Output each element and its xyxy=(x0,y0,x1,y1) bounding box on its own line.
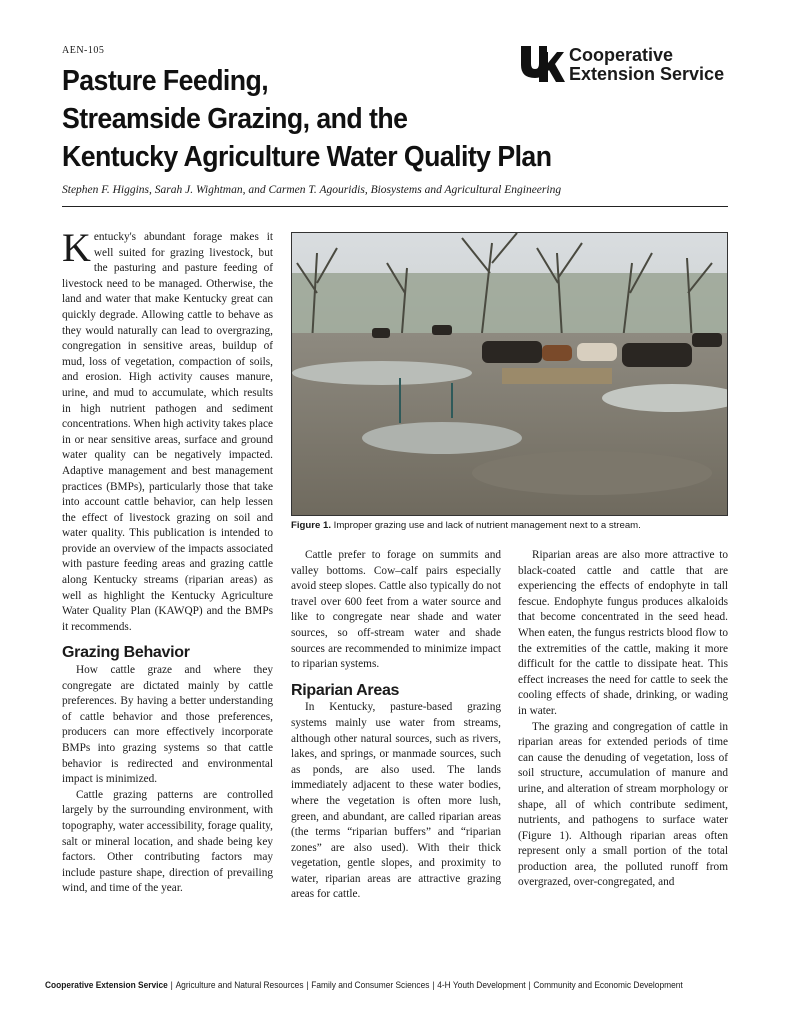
grazing-paragraph-3: Cattle prefer to forage on summits and valley bottoms. Cow–calf pairs especially avoid steep slopes. Cattle also typically do not travel over 600 feet from a water source and like to congregate near shade and water sources, so off-stream water and shade sources are recommended to minimize impact to riparian systems. xyxy=(291,549,501,671)
figure-caption xyxy=(291,520,728,531)
section-heading-riparian: Riparian Areas xyxy=(291,681,400,699)
riparian-paragraph-2: Riparian areas are also more attractive to black-coated cattle and cattle that are experiencing the effects of endophyte in tall fescue. Endophyte fungus produces alkaloids that become concentrated in the seed head. When eaten, the fungus restricts blood flow to the extremities of the cattle, making it more difficult for the cattle to dissipate heat. This effect increases the need for cattle to seek the cooling effects of shade, drinking, or wading in water. xyxy=(518,549,728,717)
figure-caption-text: Improper grazing use and lack of nutrient management next to a stream. xyxy=(330,520,641,531)
title-line: Streamside Grazing, and the xyxy=(62,103,408,135)
logo-line-2: Extension Service xyxy=(569,64,725,84)
grazing-paragraph-1: How cattle graze and where they congregate are dictated mainly by cattle preferences. By having a better understanding of cattle behavior and those preferences, producers can more effectively incorporate BMPs into grazing systems so that cattle behavior is redirected and environmental impact is minimized. xyxy=(62,664,273,786)
footer-item: Family and Consumer Sciences xyxy=(311,980,430,990)
column-2 xyxy=(291,548,501,903)
drop-cap: K xyxy=(62,225,91,270)
publication-code: AEN-105 xyxy=(62,45,105,56)
footer-item: Agriculture and Natural Resources xyxy=(175,980,304,990)
column-1 xyxy=(62,225,273,897)
figure-1-photo xyxy=(291,232,728,516)
riparian-paragraph-1: In Kentucky, pasture-based grazing systems mainly use water from streams, although other natural sources, such as rivers, lakes, and springs, or manmade sources, such as ponds, are also used. The lands immediately adjacent to these water bodies, where the vegetation is often more lush, green, and abundant, are called riparian areas (the terms “riparian buffers” and “riparian zones” are also used). With their thick vegetation, gentle slopes, and proximity to water, riparian areas are attractive grazing areas for cattle. xyxy=(291,701,501,901)
intro-paragraph xyxy=(62,225,273,635)
figure-label: Figure 1. xyxy=(291,520,331,531)
intro-text: entucky's abundant forage makes it well suited for grazing livestock, but the pasturing and pasture feeding of livestock need to be managed. Otherwise, the land and water that make Kentucky great can quickly degrade. Allowing cattle to behave as they would naturally can lead to overgrazing, congregation in sensitive areas, buildup of mud, loss of vegetation, compaction of soils, and erosion. High activity causes manure, urine, and mud to accumulate, which results in high nutrient pathogen and sediment concentrations. When high activity takes place in or near sensitive areas, surface and ground water quality can be negatively impacted. Adaptive management and best management practices (BMPs), particularly those that take into account cattle behavior, can help lessen the effect of livestock grazing on soil and water quality. This publication is intended to provide an overview of the impacts associated with pasture feeding areas and grazing cattle along Kentucky streams (riparian areas) as well as highlight the Kentucky Agriculture Water Quality Plan (KAWQP) and the BMPs it recommends. xyxy=(62,231,273,633)
page-title xyxy=(62,62,651,176)
grazing-paragraph-2: Cattle grazing patterns are controlled largely by the surrounding environment, with topography, water accessibility, forage quality, salt or mineral location, and shade being key factors. Other contributing factors may include pasture shape, direction of prevailing wind, and time of the year. xyxy=(62,788,273,895)
section-heading-grazing: Grazing Behavior xyxy=(62,644,190,662)
header-rule xyxy=(62,206,728,207)
title-line: Pasture Feeding, xyxy=(62,65,269,97)
footer-item: Community and Economic Development xyxy=(533,980,683,990)
column-3 xyxy=(518,548,728,891)
footer-item: 4-H Youth Development xyxy=(437,980,526,990)
authors-line: Stephen F. Higgins, Sarah J. Wightman, and Carmen T. Agouridis, Biosystems and Agricultural Engineering xyxy=(62,184,562,196)
riparian-paragraph-3: The grazing and congregation of cattle in riparian areas for extended periods of time can cause the denuding of vegetation, loss of soil structure, accumulation of manure and urine, and alteration of stream morphology or shape, all of which contribute sediment, nutrients, and pathogens to surface water (Figure 1). Although riparian areas often represent only a small portion of the total production area, the polluted runoff from overgrazed, over-congregated, and xyxy=(518,720,728,889)
logo-line-1: Cooperative xyxy=(569,45,674,65)
page-footer: Cooperative Extension Service | Agriculture and Natural Resources | Family and Consumer Sciences | 4-H Youth Development | Community and Economic Development xyxy=(45,980,683,990)
cattle-stream-photo xyxy=(292,233,728,516)
title-line: Kentucky Agriculture Water Quality Plan xyxy=(62,141,552,173)
footer-brand: Cooperative Extension Service xyxy=(45,980,168,990)
